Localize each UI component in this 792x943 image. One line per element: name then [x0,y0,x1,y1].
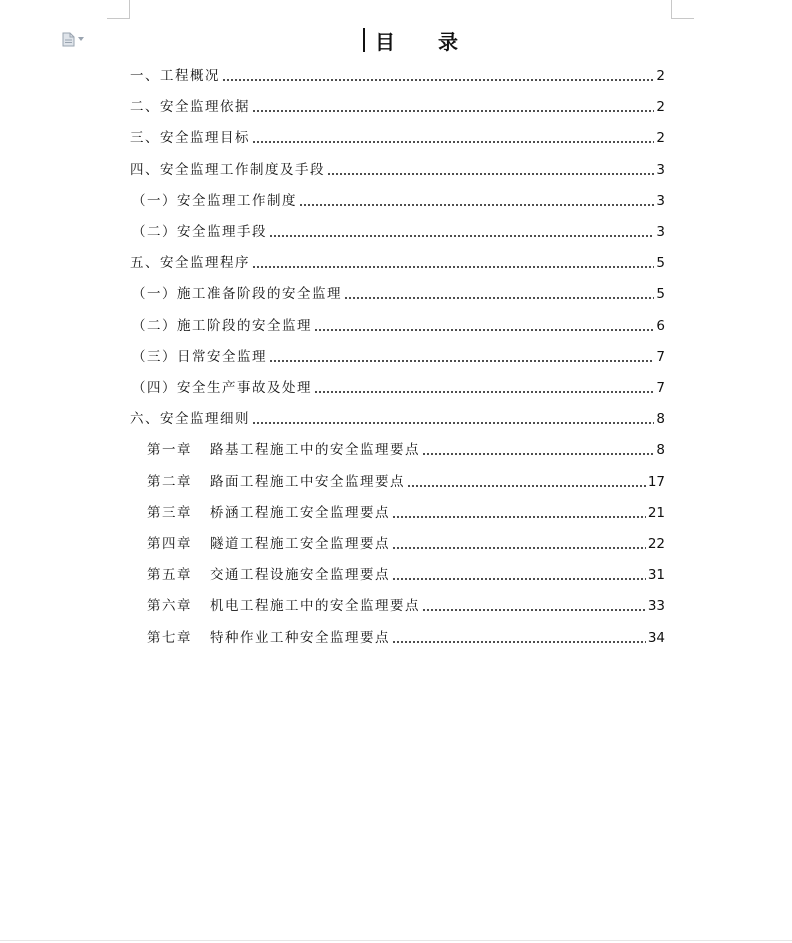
toc-leader-dots [252,110,654,112]
toc-page-number: 8 [656,442,665,458]
page-bottom-edge [0,940,792,941]
toc-entry[interactable] [130,97,665,117]
toc-label: （一）施工准备阶段的安全监理 [132,286,342,302]
toc-page-number: 7 [656,349,665,365]
toc-label: 交通工程设施安全监理要点 [210,567,390,583]
toc-entry[interactable] [130,128,665,148]
toc-leader-dots [252,141,654,143]
document-menu-button[interactable] [62,31,88,47]
toc-page-number: 17 [647,474,665,490]
toc-label: （三）日常安全监理 [132,349,267,365]
toc-leader-dots [392,641,646,643]
toc-label: 四、安全监理工作制度及手段 [130,162,325,178]
toc-label: （四）安全生产事故及处理 [132,380,312,396]
toc-label: （一）安全监理工作制度 [132,193,297,209]
toc-entry[interactable] [132,284,665,304]
toc-leader-dots [344,297,654,299]
toc-chapter: 第三章 [147,505,192,521]
toc-page-number: 5 [656,286,665,302]
toc-entry[interactable] [147,440,665,460]
toc-leader-dots [269,360,654,362]
toc-page-number: 3 [656,162,665,178]
toc-page-number: 2 [656,68,665,84]
toc-page-number: 7 [656,380,665,396]
toc-page-number: 8 [656,411,665,427]
toc-leader-dots [299,204,654,206]
document-icon [62,32,75,47]
toc-entry[interactable] [147,628,665,648]
toc-label: 五、安全监理程序 [130,255,250,271]
page-corner-mark-top-left [107,0,130,19]
toc-chapter: 第七章 [147,630,192,646]
toc-label: 二、安全监理依据 [130,99,250,115]
page-corner-mark-top-right [671,0,694,19]
toc-entry[interactable] [147,596,665,616]
toc-leader-dots [422,453,654,455]
toc-label: （二）安全监理手段 [132,224,267,240]
toc-leader-dots [314,391,654,393]
toc-label: 机电工程施工中的安全监理要点 [210,598,420,614]
toc-page-number: 2 [656,99,665,115]
toc-label: 一、工程概况 [130,68,220,84]
toc-leader-dots [314,329,654,331]
toc-entry[interactable] [132,378,665,398]
toc-chapter: 第五章 [147,567,192,583]
toc-entry[interactable] [132,316,665,336]
toc-page-number: 3 [656,193,665,209]
toc-label: 桥涵工程施工安全监理要点 [210,505,390,521]
page-title: 目 录 [375,29,476,54]
toc-chapter: 第二章 [147,474,192,490]
toc-page-number: 34 [647,630,665,646]
toc-page-number: 3 [656,224,665,240]
toc-leader-dots [269,235,654,237]
toc-page-number: 5 [656,255,665,271]
toc-leader-dots [392,578,646,580]
text-cursor [363,28,365,52]
toc-chapter: 第四章 [147,536,192,552]
toc-entry[interactable] [130,66,665,86]
toc-page-number: 31 [647,567,665,583]
toc-page-number: 22 [647,536,665,552]
toc-page-number: 2 [656,130,665,146]
toc-entry[interactable] [130,253,665,273]
toc-label: 路面工程施工中安全监理要点 [210,474,405,490]
toc-entry[interactable] [132,347,665,367]
toc-label: 隧道工程施工安全监理要点 [210,536,390,552]
toc-leader-dots [422,609,646,611]
toc-page-number: 21 [647,505,665,521]
toc-label: 特种作业工种安全监理要点 [210,630,390,646]
toc-label: 路基工程施工中的安全监理要点 [210,442,420,458]
toc-entry[interactable] [147,472,665,492]
toc-entry[interactable] [147,503,665,523]
toc-leader-dots [392,516,646,518]
toc-entry[interactable] [147,565,665,585]
toc-label: 三、安全监理目标 [130,130,250,146]
caret-down-icon [78,37,84,41]
toc-leader-dots [327,173,654,175]
toc-entry[interactable] [130,409,665,429]
toc-leader-dots [252,422,654,424]
toc-leader-dots [407,485,646,487]
toc-leader-dots [392,547,646,549]
toc-page-number: 6 [656,318,665,334]
toc-label: 六、安全监理细则 [130,411,250,427]
toc-page-number: 33 [647,598,665,614]
toc-entry[interactable] [147,534,665,554]
title-block [363,26,476,54]
toc-entry[interactable] [130,160,665,180]
toc-entry[interactable] [132,222,665,242]
toc-entry[interactable] [132,191,665,211]
toc-label: （二）施工阶段的安全监理 [132,318,312,334]
toc-leader-dots [252,266,654,268]
toc-chapter: 第六章 [147,598,192,614]
toc-leader-dots [222,79,654,81]
toc-chapter: 第一章 [147,442,192,458]
